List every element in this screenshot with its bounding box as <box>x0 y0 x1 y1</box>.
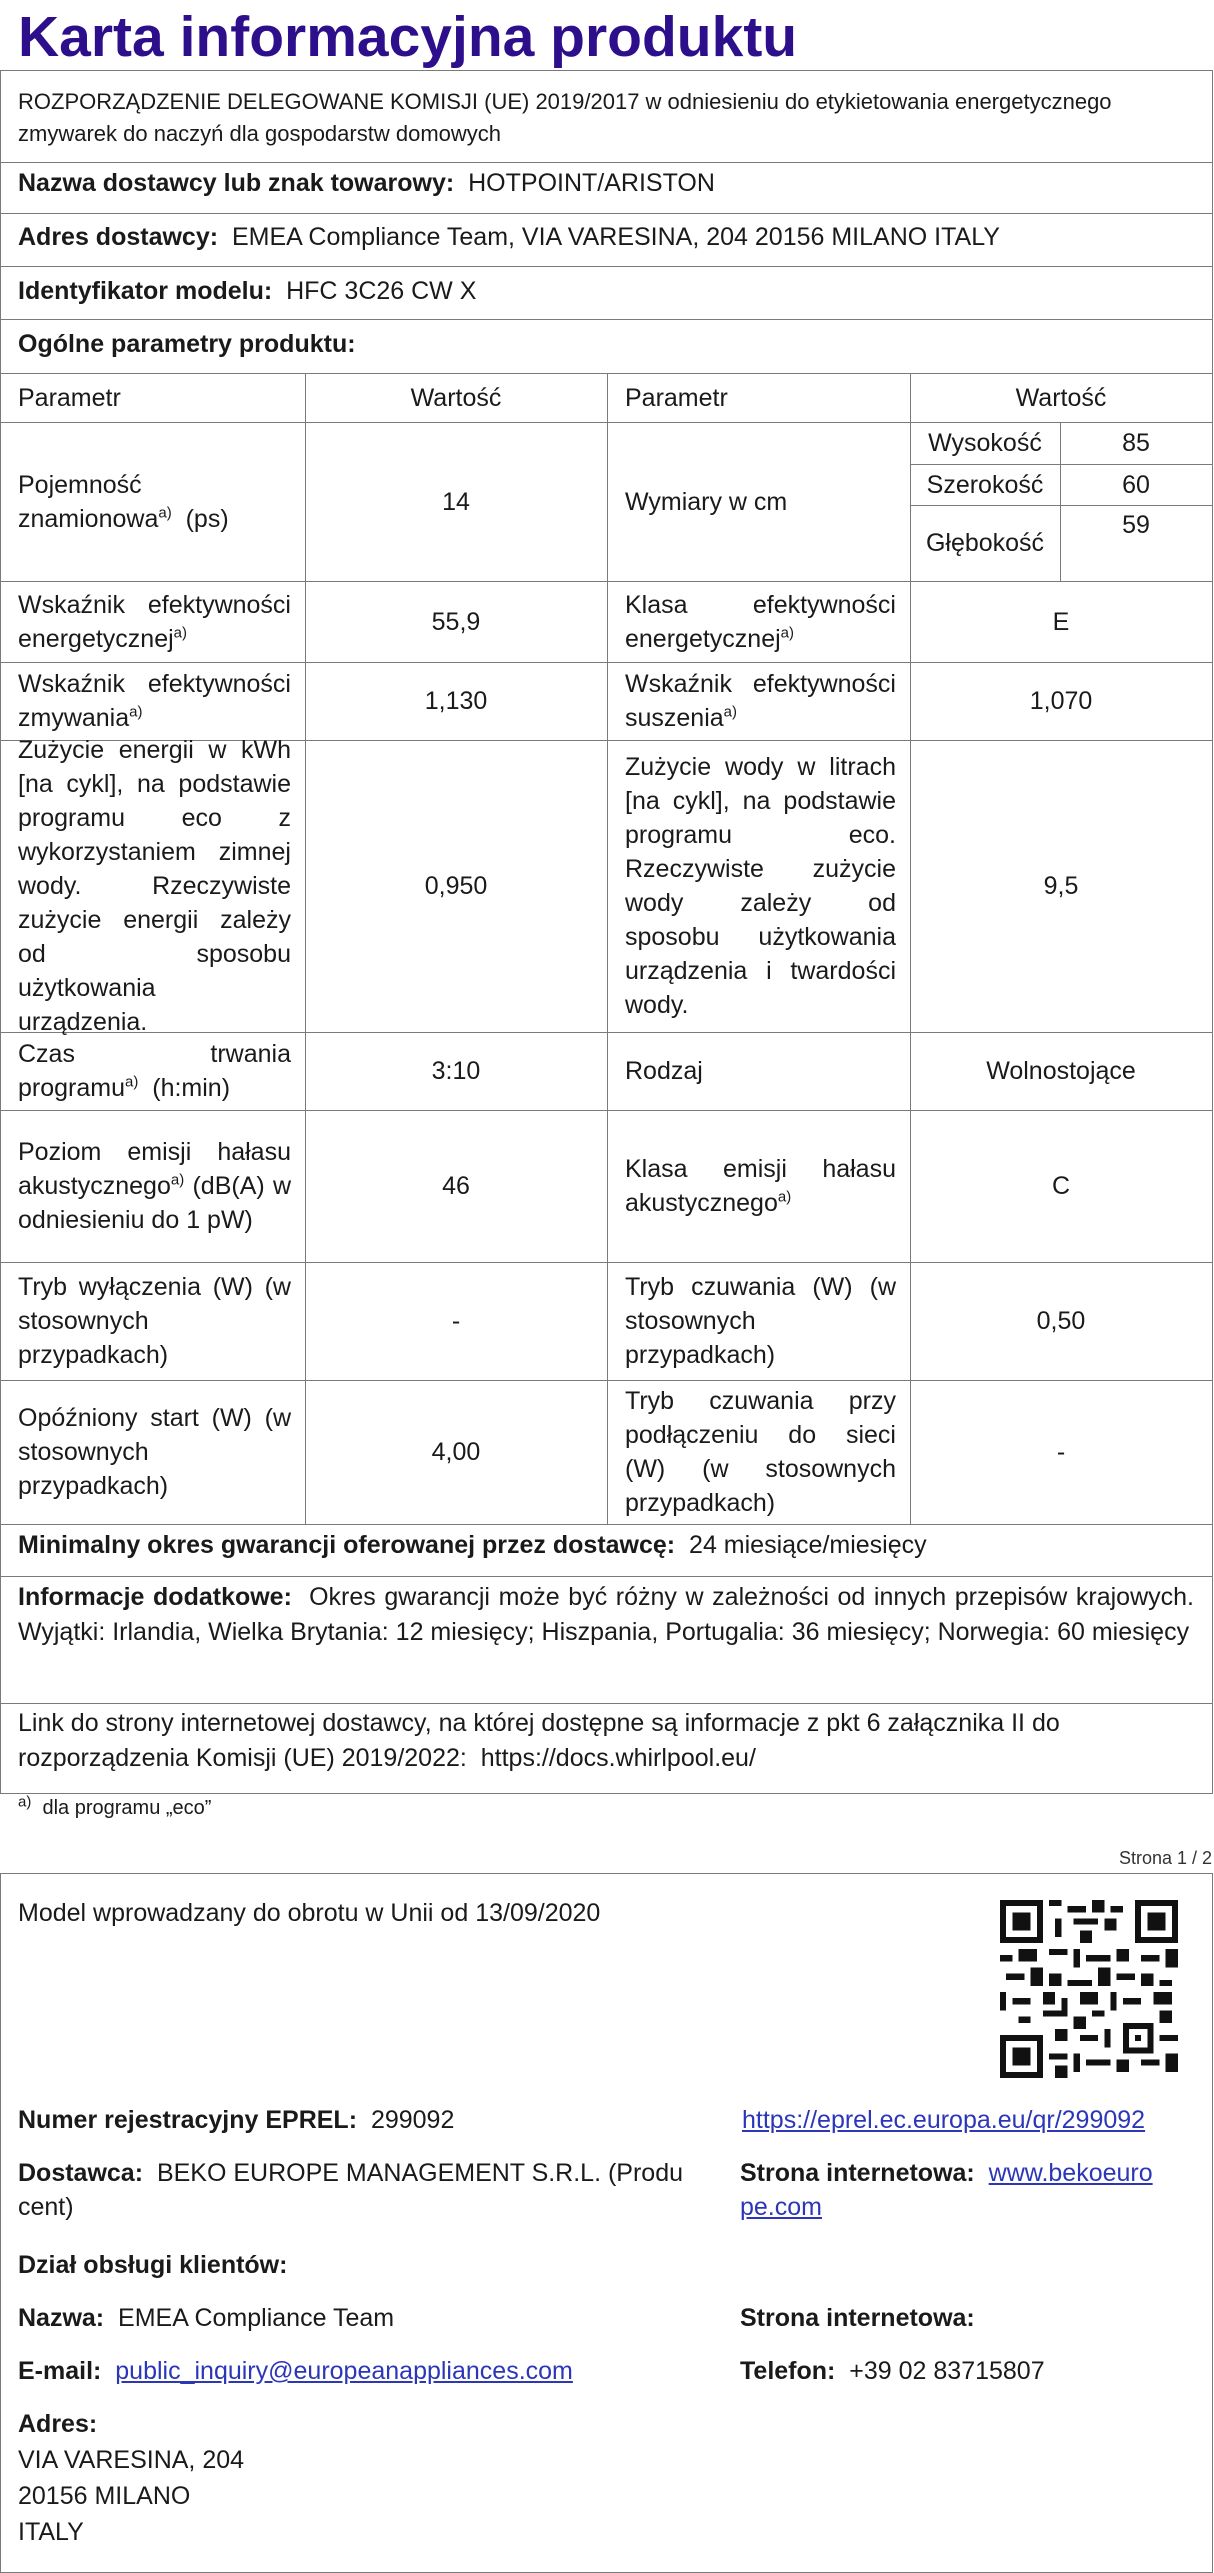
guarantee-row <box>18 1528 927 1562</box>
contact-website-label: Strona internetowa: <box>740 2304 975 2332</box>
noise-class-label: Klasa emisji hałasu akustycznego$^{a)}$ <box>625 1155 896 1217</box>
dimensions-label: Wymiary w cm <box>625 487 788 516</box>
drying-label: Wskaźnik efektywności suszenia$^{a)}$ <box>625 670 896 732</box>
energy-class-value: E <box>1052 607 1070 636</box>
guarantee-value: 24 miesiące/miesięcy <box>689 1531 927 1559</box>
eprel-supplier-label: Dostawca: <box>18 2159 144 2187</box>
drying-value: 1,070 <box>1029 687 1093 715</box>
eprel-reg-value: 299092 <box>370 2106 455 2134</box>
network-standby-value: - <box>1056 1438 1066 1466</box>
cleaning-label: Wskaźnik efektywności zmywania$^{a)}$ <box>18 670 291 732</box>
energy-consumption-label: Zużycie energii w kWh [na cykl], na podstawie programu eco z wykorzystaniem zimnej wody. Rzeczywiste zużycie energii zależy od sposobu użytkowania urządzenia. <box>18 736 291 1036</box>
model-value: HFC 3C26 CW X <box>286 277 477 305</box>
height-value: 85 <box>1122 429 1150 457</box>
supplier-label: Nazwa dostawcy lub znak towarowy: <box>18 169 455 197</box>
type-label: Rodzaj <box>625 1057 703 1085</box>
address-row <box>18 220 1000 254</box>
guarantee-label: Minimalny okres gwarancji oferowanej przez dostawcę: <box>18 1531 676 1559</box>
footnote <box>18 1793 212 1820</box>
divider <box>0 1576 1212 1577</box>
customer-service-label: Dział obsługi klientów: <box>18 2251 288 2279</box>
standby-label: Tryb czuwania (W) (w stosownych przypadkach) <box>625 1273 896 1369</box>
phone-row <box>740 2354 1045 2388</box>
model-row <box>18 274 476 308</box>
footnote-mark: a) <box>18 1793 32 1811</box>
supplier-value: HOTPOINT/ARISTON <box>468 169 715 197</box>
address-value: EMEA Compliance Team, VIA VARESINA, 204 20156 MILANO ITALY <box>231 223 1000 251</box>
divider <box>0 319 1212 320</box>
footnote-text: dla programu „eco” <box>42 1797 212 1819</box>
divider <box>0 1703 1212 1704</box>
noise-class-value: C <box>1051 1172 1071 1200</box>
header-parameter: Parametr <box>18 383 121 412</box>
off-mode-label: Tryb wyłączenia (W) (w stosownych przypadkach) <box>18 1273 291 1369</box>
duration-label: Czas trwania programu$^{a)}$ (h:min) <box>18 1040 291 1102</box>
depth-label: Głębokość <box>925 529 1045 557</box>
header-parameter: Parametr <box>625 383 728 412</box>
address-line: VIA VARESINA, 204 <box>18 2446 245 2474</box>
type-value: Wolnostojące <box>986 1057 1136 1085</box>
eprel-website-link[interactable]: www.bekoeuro pe.com <box>740 2159 1153 2221</box>
width-label: Szerokość <box>926 470 1044 499</box>
header-value: Wartość <box>1015 383 1107 412</box>
phone-label: Telefon: <box>740 2357 836 2385</box>
eprel-website-label: Strona internetowa: <box>740 2159 975 2187</box>
contact-name-label: Nazwa: <box>18 2304 105 2332</box>
width-value: 60 <box>1122 470 1150 499</box>
divider <box>0 162 1212 163</box>
eprel-intro: Model wprowadzany do obrotu w Unii od 13/09/2020 <box>18 1899 601 1927</box>
page-number: Strona 1 / 2 <box>1118 1848 1212 1868</box>
noise-value: 46 <box>442 1172 470 1200</box>
contact-name-value: EMEA Compliance Team <box>118 2304 395 2332</box>
capacity-value: 14 <box>442 487 470 516</box>
website-info <box>18 1706 1194 1776</box>
delay-start-value: 4,00 <box>431 1438 481 1466</box>
phone-value: +39 02 83715807 <box>849 2357 1045 2385</box>
website-info-url[interactable]: https://docs.whirlpool.eu/ <box>480 1744 756 1772</box>
general-parameters-label: Ogólne parametry produktu: <box>18 330 356 358</box>
eprel-registration-row <box>18 2103 454 2137</box>
header-value: Wartość <box>410 383 502 412</box>
energy-class-label: Klasa efektywności energetycznej$^{a)}$ <box>625 590 896 653</box>
delay-start-label: Opóźniony start (W) (w stosownych przypadkach) <box>18 1404 291 1500</box>
off-mode-value: - <box>451 1307 461 1335</box>
eprel-supplier <box>18 2156 698 2224</box>
address-label: Adres: <box>18 2410 98 2438</box>
standby-value: 0,50 <box>1036 1307 1086 1335</box>
eei-label: Wskaźnik efektywności energetycznej$^{a)}$ <box>18 590 291 653</box>
model-label: Identyfikator modelu: <box>18 277 273 305</box>
address-line: ITALY <box>18 2518 84 2546</box>
eprel-reg-label: Numer rejestracyjny EPREL: <box>18 2106 358 2134</box>
additional-info <box>18 1580 1194 1650</box>
qr-code[interactable] <box>1000 1900 1178 2078</box>
energy-consumption-value: 0,950 <box>424 872 488 900</box>
additional-info-value: Okres gwarancji może być różny w zależności od innych przepisów krajowych. Wyjątki: Irlandia, Wielka Brytania: 12 miesięcy; Hiszpania, Portugalia: 36 miesięcy; Norwegia: 60 miesięcy <box>18 1583 1194 1646</box>
contact-name-row <box>18 2301 394 2335</box>
divider <box>0 1524 1212 1525</box>
eei-value: 55,9 <box>431 607 481 636</box>
capacity-label: Pojemność znamionowa$^{a)}$ (ps) <box>18 470 229 533</box>
water-consumption-label: Zużycie wody w litrach [na cykl], na podstawie programu eco. Rzeczywiste zużycie wody zależy od sposobu użytkowania urządzenia i twardości wody. <box>625 753 896 1019</box>
email-link[interactable]: public_inquiry@europeanappliances.com <box>115 2357 573 2385</box>
website-info-text: Link do strony internetowej dostawcy, na której dostępne są informacje z pkt 6 załącznika II do rozporządzenia Komisji (UE) 2019/2022: <box>18 1709 1060 1772</box>
depth-value: 59 <box>1122 511 1150 539</box>
cleaning-value: 1,130 <box>424 687 488 715</box>
network-standby-label: Tryb czuwania przy podłączeniu do sieci (W) (w stosownych przypadkach) <box>625 1387 896 1517</box>
eprel-website <box>740 2156 1200 2224</box>
water-consumption-value: 9,5 <box>1043 872 1079 900</box>
address-line: 20156 MILANO <box>18 2482 191 2510</box>
email-row <box>18 2354 573 2388</box>
additional-info-label: Informacje dodatkowe: <box>18 1583 292 1611</box>
duration-value: 3:10 <box>431 1057 481 1085</box>
page-title: Karta informacyjna produktu <box>18 5 798 69</box>
regulation-text: ROZPORZĄDZENIE DELEGOWANE KOMISJI (UE) 2019/2017 w odniesieniu do etykietowania energetycznego zmywarek do naczyń dla gospodarstw domowych <box>18 89 1112 146</box>
height-label: Wysokość <box>928 429 1042 457</box>
supplier-row <box>18 166 715 200</box>
divider <box>0 266 1212 267</box>
eprel-supplier-value: BEKO EUROPE MANAGEMENT S.R.L. (Produ cent) <box>18 2159 684 2221</box>
divider <box>0 213 1212 214</box>
noise-label: Poziom emisji hałasu akustycznego$^{a)}$ (dB(A) w odniesieniu do 1 pW) <box>18 1138 291 1234</box>
email-label: E-mail: <box>18 2357 102 2385</box>
address-label: Adres dostawcy: <box>18 223 219 251</box>
eprel-url-link[interactable]: https://eprel.ec.europa.eu/qr/299092 <box>742 2106 1146 2134</box>
